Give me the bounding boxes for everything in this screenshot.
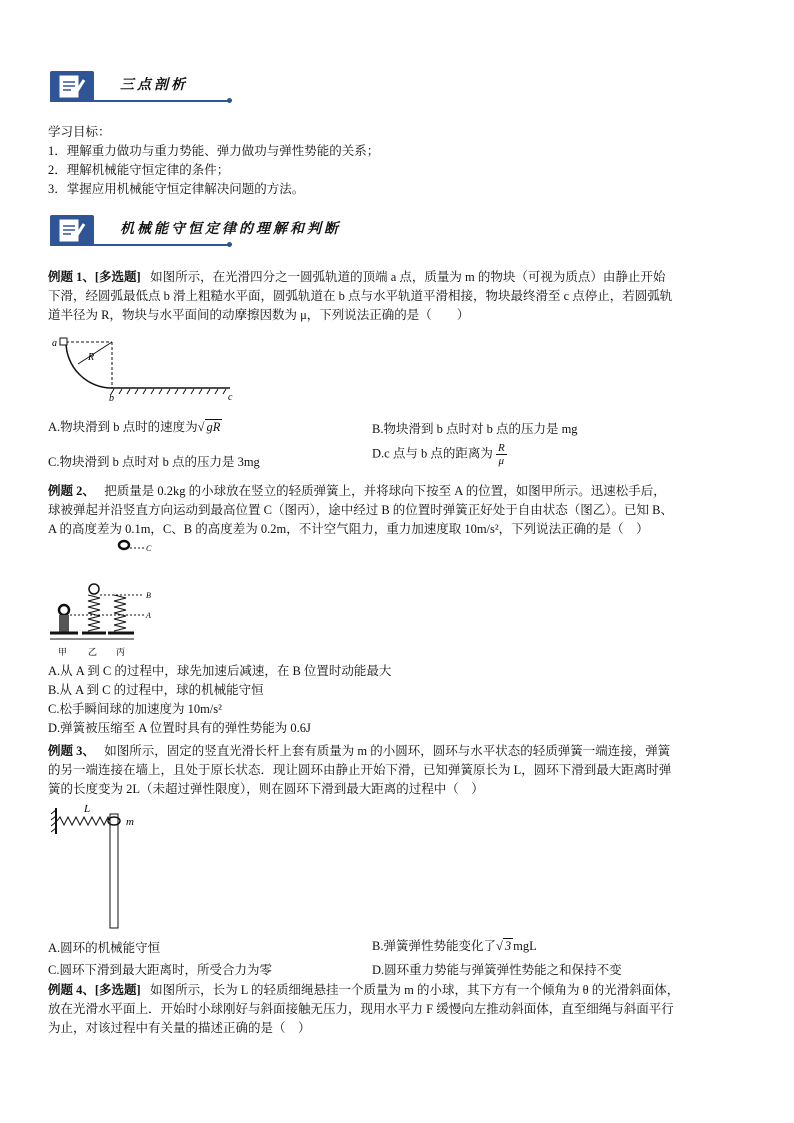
question-2-options (48, 662, 748, 738)
section-header-1 (50, 68, 230, 104)
label-yi: 乙 (88, 647, 98, 657)
spring-ball-figure (48, 538, 168, 660)
label-B: B (146, 591, 151, 600)
question-1: 例题 1、[多选题] 如图所示，在光滑四分之一圆弧轨道的顶端 a 点，质量为 m 的物块（可视为质点）由静止开始 下滑，经圆弧最低点 b 滑上粗糙水平面，圆弧轨道在 b 点与水平轨道平滑相接，物块最终滑至 c 点停止，若圆弧轨 道半径为 R，物块与水平面间的动摩擦因数为 μ，下列说法正确的是（ ） (48, 270, 673, 322)
arc-track-figure (52, 334, 242, 404)
option-1C: C.物块滑到 b 点时对 b 点的压力是 3mg (48, 455, 260, 469)
learning-goals (48, 123, 748, 199)
goals-heading: 学习目标： (48, 125, 111, 139)
question-2: 例题 2、 把质量是 0.2kg 的小球放在竖立的轻质弹簧上，并将球向下按至 A 的位置，如图甲所示。迅速松手后， 球被弹起并沿竖直方向运动到最高位置 C（图丙），途中经过 B 的位置时弹簧正好处于自由状态（图乙）。已知 B、 A 的高度差为 0.1m，C、B 的高度差为 0.2m，不计空气阻力，重力加速度取 10m/s²，下列说法正确的是（ ） (48, 484, 674, 536)
question-label: 例题 4、[多选题] (48, 983, 141, 997)
option-1A: A.物块滑到 b 点时的速度为√ gR (48, 420, 221, 434)
ring-rod-spring-figure (50, 800, 160, 930)
label-bing: 丙 (116, 647, 126, 657)
question-3: 例题 3、 如图所示，固定的竖直光滑长杆上套有质量为 m 的小圆环，圆环与水平状态的轻质弹簧一端连接，弹簧 的另一端连接在墙上，且处于原长状态．现让圆环由静止开始下滑，已知弹簧原长为 L，圆环下滑到最大距离时弹 簧的长度变为 2L（未超过弹性限度），则在圆环下滑到最大距离的过程中（ ） (48, 744, 672, 796)
option-2A: A.从 A 到 C 的过程中，球先加速后减速，在 B 位置时动能最大 (48, 664, 392, 678)
label-a: a (52, 338, 57, 349)
goal-item: 1．理解重力做功与重力势能、弹力做功与弹性势能的关系； (48, 144, 380, 158)
option-2D: D.弹簧被压缩至 A 位置时具有的弹性势能为 0.6J (48, 721, 311, 735)
option-1B: B.物块滑到 b 点时对 b 点的压力是 mg (372, 422, 578, 436)
option-3D: D.圆环重力势能与弹簧弹性势能之和保持不变 (372, 963, 622, 977)
label-R: R (88, 352, 95, 363)
question-label: 例题 2、 (48, 484, 95, 498)
label-A: A (146, 611, 151, 620)
option-2B: B.从 A 到 C 的过程中，球的机械能守恒 (48, 683, 264, 697)
question-label: 例题 3、 (48, 744, 95, 758)
section-title: 三点剖析 (120, 77, 188, 93)
notepad-icon (50, 215, 94, 245)
label-jia: 甲 (58, 647, 68, 657)
section-header-2 (50, 212, 350, 248)
label-C: C (146, 544, 152, 553)
option-3B: B.弹簧弹性势能变化了√ 3 mgL (372, 939, 537, 953)
goal-item: 2．理解机械能守恒定律的条件； (48, 163, 230, 177)
section-title: 机械能守恒定律的理解和判断 (120, 221, 341, 237)
option-3C: C.圆环下滑到最大距离时，所受合力为零 (48, 963, 272, 977)
question-label: 例题 1、[多选题] (48, 270, 141, 284)
option-2C: C.松手瞬间球的加速度为 10m/s² (48, 702, 222, 716)
label-c: c (228, 392, 233, 403)
option-3A: A.圆环的机械能守恒 (48, 941, 161, 955)
question-4: 例题 4、[多选题] 如图所示，长为 L 的轻质细绳悬挂一个质量为 m 的小球，其下方有一个倾角为 θ 的光滑斜面体， 放在光滑水平面上．开始时小球刚好与斜面接触无压力，现用水平力 F 缓慢向左推动斜面体，直至细绳与斜面平行 为止，对该过程中有关量的描述正确的是（ ） (48, 983, 680, 1035)
label-b: b (109, 393, 114, 404)
notepad-icon (50, 71, 94, 101)
label-m: m (126, 816, 134, 828)
option-1D: D.c 点与 b 点的距离为 $\frac{R}{\mu}$ (372, 442, 505, 467)
label-L: L (84, 803, 91, 815)
goal-item: 3．掌握应用机械能守恒定律解决问题的方法。 (48, 182, 305, 196)
